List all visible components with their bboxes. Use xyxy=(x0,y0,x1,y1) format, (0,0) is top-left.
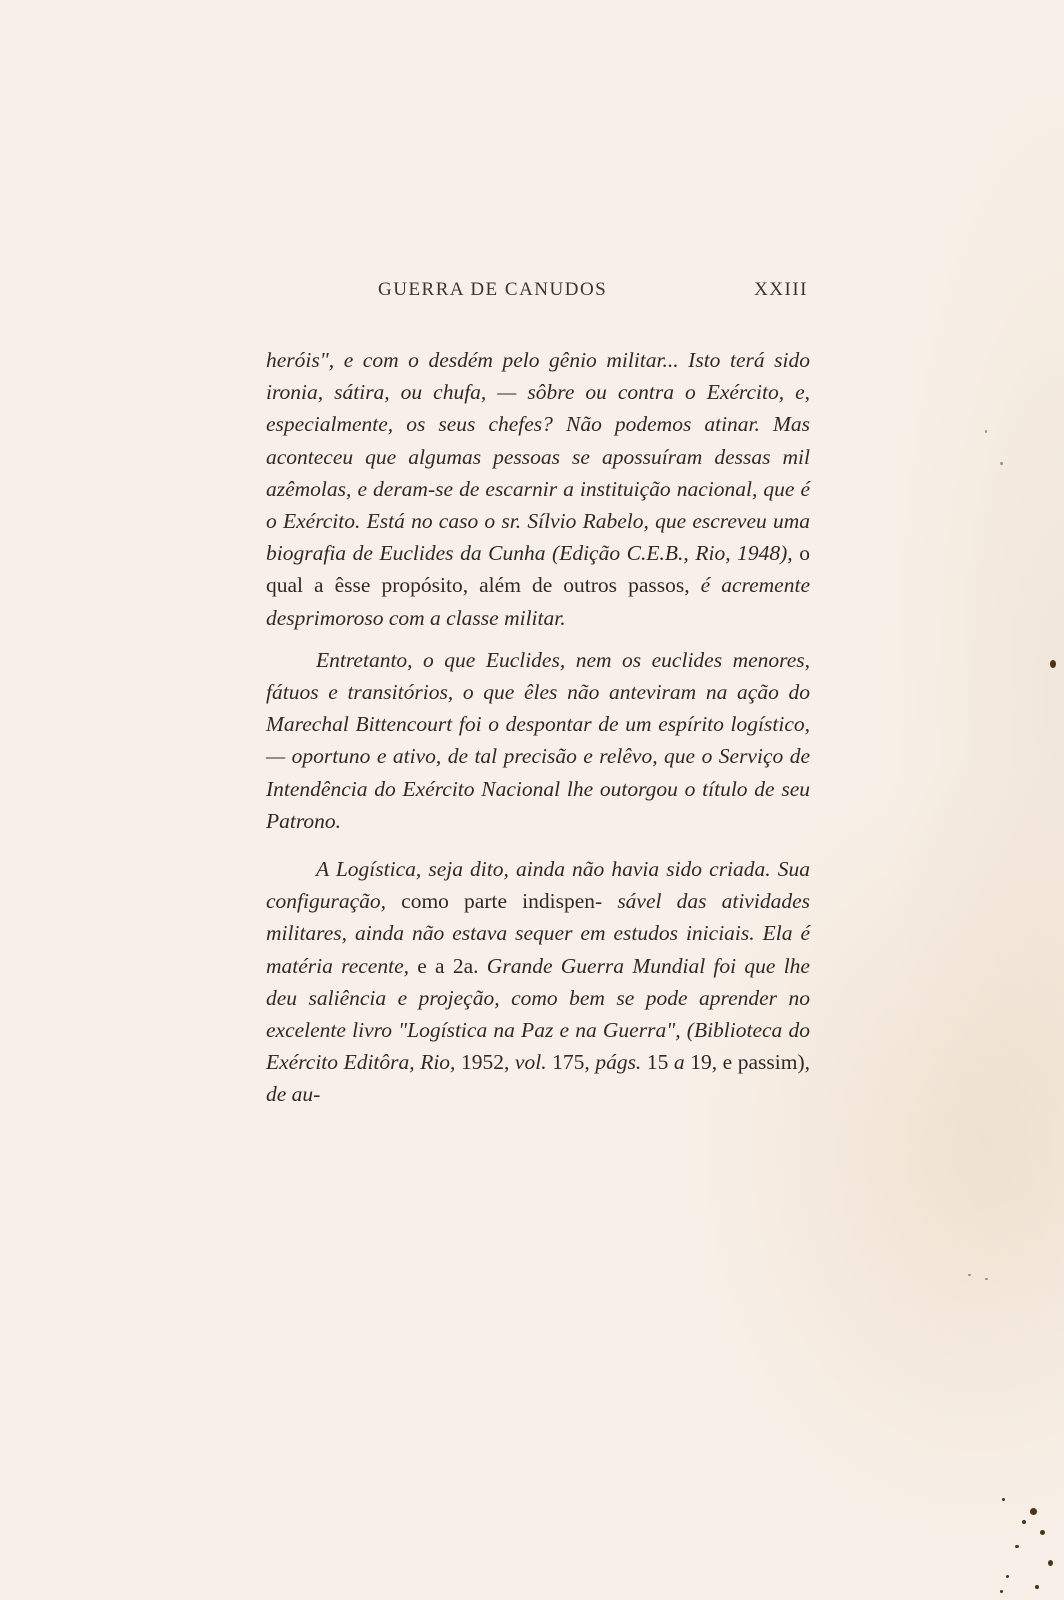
text-segment: e a 2a. xyxy=(417,953,487,978)
foxing-spot xyxy=(1000,1590,1003,1593)
foxing-spot xyxy=(1048,1560,1053,1566)
text-segment: págs. xyxy=(595,1050,647,1075)
foxing-spot xyxy=(1030,1508,1037,1515)
foxing-spot xyxy=(1015,1545,1019,1548)
paragraph-1 xyxy=(266,344,810,634)
foxing-spot xyxy=(985,430,987,433)
foxing-spot xyxy=(1040,1530,1045,1535)
body-text xyxy=(266,344,810,1111)
text-segment: a xyxy=(673,1050,691,1075)
text-segment: de au- xyxy=(266,1082,321,1107)
foxing-spot xyxy=(1022,1520,1026,1524)
text-segment: Grande Guerra Mundial foi que lhe deu saliência e projeção, como bem se pode aprender no excelente livro "Logística na Paz e na Guerra", (Biblioteca do Exército Editôra, Rio, xyxy=(266,953,810,1075)
text-segment: vol. xyxy=(514,1050,553,1075)
text-segment: 1952, xyxy=(460,1050,515,1075)
running-header xyxy=(378,279,808,305)
text-segment: 15 xyxy=(646,1050,674,1075)
page-number: XXIII xyxy=(754,279,808,300)
paragraph-3 xyxy=(266,853,810,1111)
foxing-spot xyxy=(968,1274,971,1276)
paragraph-2 xyxy=(266,644,810,837)
foxing-spot xyxy=(1050,660,1056,668)
foxing-spot xyxy=(1002,1498,1005,1501)
text-segment: o qual a êsse propósito, além de outros passos, xyxy=(266,541,810,598)
foxing-spot xyxy=(985,1278,988,1280)
text-segment: é acremente desprimoroso com a classe militar. xyxy=(266,573,810,630)
text-segment: 175, xyxy=(552,1050,596,1075)
foxing-spot xyxy=(1035,1585,1039,1589)
text-segment: 19, e passim), xyxy=(690,1050,811,1075)
foxing-spot xyxy=(1006,1575,1009,1578)
text-segment: Entretanto, o que Euclides, nem os euclides menores, fátuos e transitórios, o que êles não anteviram na ação do Marechal Bittencourt foi o despontar de um espírito logístico, — oportuno e ativo, de tal precisão e relêvo, que o Serviço de Intendência do Exército Nacional lhe outorgou o título de seu Patrono. xyxy=(266,647,810,833)
text-segment: heróis", e com o desdém pelo gênio militar... Isto terá sido ironia, sátira, ou chufa, — sôbre ou contra o Exército, e, especialmente, os seus chefes? Não podemos atinar. Mas aconteceu que algumas pessoas se apossuíram dessas mil azêmolas, e deram-se de escarnir a instituição nacional, que é o Exército. Está no caso o sr. Sílvio Rabelo, que escreveu uma biografia de Euclides da Cunha (Edição C.E.B., Rio, 1948), xyxy=(266,348,810,566)
text-segment: sável das atividades militares, ainda não estava sequer em estudos iniciais. Ela é matéria recente, xyxy=(266,889,810,978)
text-segment: A Logística, seja dito, ainda não havia sido criada. Sua configuração, xyxy=(266,857,810,914)
text-segment: como parte indispen- xyxy=(401,889,603,914)
foxing-spot xyxy=(1000,462,1003,465)
running-title: GUERRA DE CANUDOS xyxy=(378,279,608,300)
